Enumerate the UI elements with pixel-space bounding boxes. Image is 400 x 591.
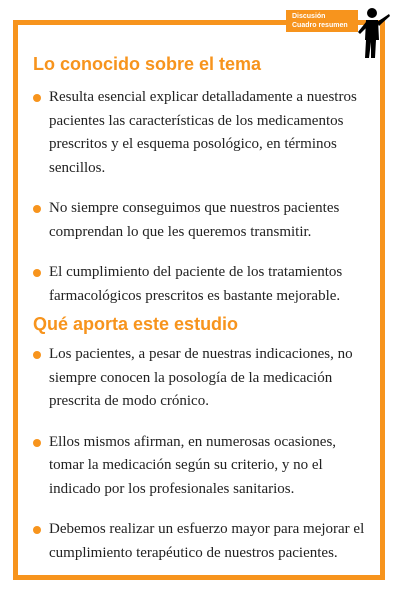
- bullet-icon: [33, 205, 41, 213]
- section-title-known: Lo conocido sobre el tema: [33, 54, 262, 74]
- bullet-icon: [33, 439, 41, 447]
- list-item: [33, 197, 367, 244]
- list-item-text: Ellos mismos afirman, en numerosas ocasiones, tomar la medicación según su criterio, y no el indicado por los profesionales sanitarios.: [49, 433, 337, 497]
- section-tag-sublabel: Cuadro resumen: [292, 22, 348, 29]
- section-tag-label: Discusión: [292, 13, 326, 20]
- known-list: [33, 86, 367, 308]
- list-item: [33, 86, 367, 180]
- list-item-text: Debemos realizar un esfuerzo mayor para mejorar el cumplimiento terapéutico de nuestros pacientes.: [49, 521, 365, 561]
- bullet-icon: [33, 269, 41, 277]
- list-item-text: Resulta esencial explicar detalladamente a nuestros pacientes las características de los medicamentos prescritos y el esquema posológico, en términos sencillos.: [49, 89, 357, 176]
- bullet-icon: [33, 526, 41, 534]
- bullet-icon: [33, 351, 41, 359]
- presenter-figure-icon: [352, 6, 392, 60]
- list-item: [33, 261, 367, 308]
- list-item-text: El cumplimiento del paciente de los tratamientos farmacológicos prescritos es bastante mejorable.: [49, 264, 343, 304]
- bullet-icon: [33, 94, 41, 102]
- list-item: [33, 343, 367, 414]
- contribution-list: [33, 343, 367, 565]
- list-item: [33, 518, 367, 565]
- list-item: [33, 431, 367, 502]
- section-tag: [286, 10, 358, 32]
- list-item-text: Los pacientes, a pesar de nuestras indicaciones, no siempre conocen la posología de la medicación prescrita de modo crónico.: [49, 346, 353, 409]
- section-title-contribution: Qué aporta este estudio: [33, 314, 239, 334]
- list-item-text: No siempre conseguimos que nuestros pacientes comprendan lo que les queremos transmitir.: [49, 200, 340, 240]
